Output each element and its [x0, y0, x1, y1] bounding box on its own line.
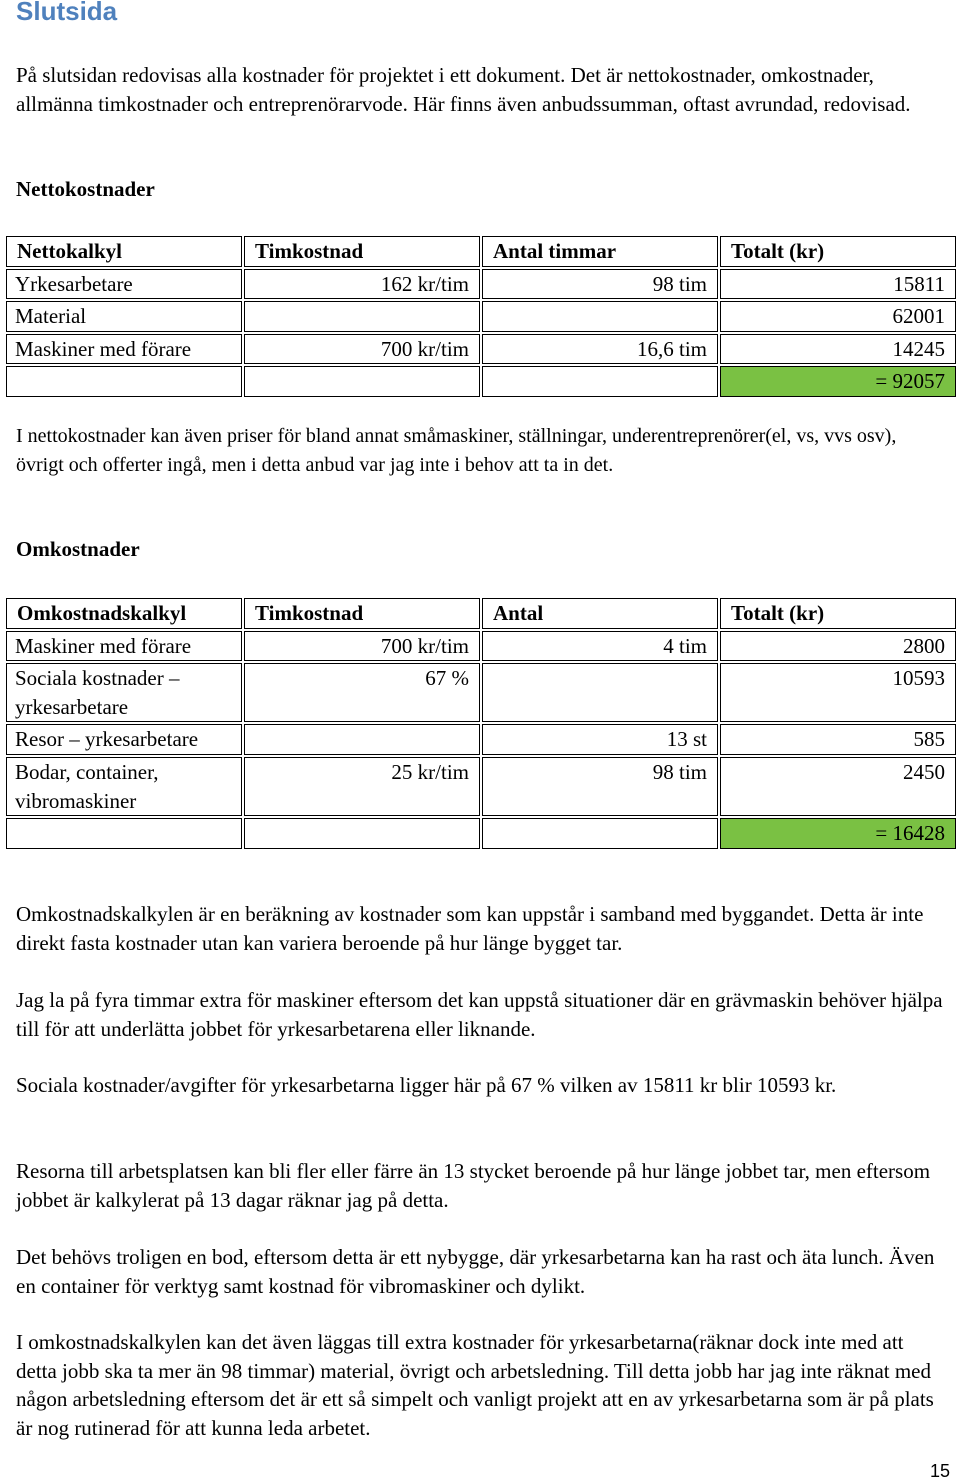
table-cell: 62001	[720, 301, 956, 332]
table-row	[6, 301, 956, 332]
table-row	[6, 631, 956, 662]
intro-paragraph: På slutsidan redovisas alla kostnader för projektet i ett dokument. Det är nettokostnader, omkostnader, allmänna timkostnader och entreprenörarvode. Här finns även anbudssumman, oftast avrundad, redovisad.	[16, 63, 911, 116]
table-cell	[244, 724, 480, 755]
body-paragraph: Jag la på fyra timmar extra för maskiner eftersom det kan uppstå situationer där en grävmaskin behöver hjälpa till för att underlätta jobbet för yrkesarbetarena eller liknande.	[16, 988, 943, 1041]
table-row	[6, 269, 956, 300]
table-cell	[482, 663, 718, 722]
table-cell: 2800	[720, 631, 956, 662]
empty-cell	[244, 818, 480, 849]
table-cell: Yrkesarbetare	[6, 269, 242, 300]
empty-cell	[244, 366, 480, 397]
table-row	[6, 724, 956, 755]
empty-cell	[482, 366, 718, 397]
table-cell: 98 tim	[482, 269, 718, 300]
table-cell: Sociala kostnader – yrkesarbetare	[6, 663, 242, 722]
page-number: 15	[929, 1461, 950, 1481]
table-cell: 98 tim	[482, 757, 718, 816]
table-cell: Material	[6, 301, 242, 332]
omkost-header-cell: Antal	[482, 598, 718, 629]
table-cell: 16,6 tim	[482, 334, 718, 365]
table-cell: Maskiner med förare	[6, 631, 242, 662]
empty-cell	[482, 818, 718, 849]
body-paragraph: Det behövs troligen en bod, eftersom detta är ett nybygge, där yrkesarbetarna kan ha rast och äta lunch. Även en container för verktyg samt kostnad för vibromaskiner och dylikt.	[16, 1245, 935, 1298]
omkost-total-cell: = 16428	[720, 818, 956, 849]
omkost-header-row	[6, 598, 956, 629]
netto-heading: Nettokostnader	[16, 177, 155, 201]
body-paragraph: Omkostnadskalkylen är en beräkning av kostnader som kan uppstår i samband med byggandet. Detta är inte direkt fasta kostnader utan kan variera beroende på hur länge bygget tar.	[16, 902, 924, 955]
table-cell	[482, 301, 718, 332]
netto-total-cell: = 92057	[720, 366, 956, 397]
netto-total-row	[6, 366, 956, 397]
table-cell: 10593	[720, 663, 956, 722]
table-row	[6, 334, 956, 365]
table-cell: 67 %	[244, 663, 480, 722]
table-cell: 700 kr/tim	[244, 631, 480, 662]
page-title: Slutsida	[16, 0, 118, 26]
table-cell: Maskiner med förare	[6, 334, 242, 365]
netto-header-row	[6, 236, 956, 267]
table-cell: 25 kr/tim	[244, 757, 480, 816]
table-cell: 700 kr/tim	[244, 334, 480, 365]
omkost-table	[4, 596, 958, 851]
body-paragraph: Resorna till arbetsplatsen kan bli fler eller färre än 13 stycket beroende på hur länge jobbet tar, men eftersom jobbet är kalkylerat på 13 dagar räknar jag på detta.	[16, 1159, 931, 1212]
body-paragraph: Sociala kostnader/avgifter för yrkesarbetarna ligger här på 67 % vilken av 15811 kr blir 10593 kr.	[16, 1073, 837, 1097]
omkost-heading: Omkostnader	[16, 537, 140, 561]
empty-cell	[6, 818, 242, 849]
netto-table	[4, 234, 958, 399]
empty-cell	[6, 366, 242, 397]
omkost-header-cell: Timkostnad	[244, 598, 480, 629]
table-row	[6, 663, 956, 722]
table-cell: 15811	[720, 269, 956, 300]
netto-header-cell: Antal timmar	[482, 236, 718, 267]
table-cell: 162 kr/tim	[244, 269, 480, 300]
table-cell: Resor – yrkesarbetare	[6, 724, 242, 755]
omkost-header-cell: Totalt (kr)	[720, 598, 956, 629]
table-cell: 13 st	[482, 724, 718, 755]
netto-note: I nettokostnader kan även priser för bland annat småmaskiner, ställningar, underentreprenörer(el, vs, vvs osv), övrigt och offerter ingå, men i detta anbud var jag inte i behov att ta in det.	[16, 425, 897, 476]
omkost-header-cell: Omkostnadskalkyl	[6, 598, 242, 629]
table-cell: 4 tim	[482, 631, 718, 662]
table-cell: 2450	[720, 757, 956, 816]
table-cell: 585	[720, 724, 956, 755]
table-cell: 14245	[720, 334, 956, 365]
table-cell	[244, 301, 480, 332]
table-row	[6, 757, 956, 816]
netto-header-cell: Nettokalkyl	[6, 236, 242, 267]
netto-header-cell: Totalt (kr)	[720, 236, 956, 267]
omkost-total-row	[6, 818, 956, 849]
netto-header-cell: Timkostnad	[244, 236, 480, 267]
table-cell: Bodar, container, vibromaskiner	[6, 757, 242, 816]
body-paragraph: I omkostnadskalkylen kan det även läggas till extra kostnader för yrkesarbetarna(räknar dock inte med att detta jobb ska ta mer än 98 timmar) material, övrigt och arbetsledning. Till detta jobb har jag inte räknat med någon arbetsledning eftersom det är ett så simpelt och vanligt projekt att en av yrkesarbetarna som är på plats är nog rutinerad för att kunna leda arbetet.	[16, 1330, 934, 1440]
